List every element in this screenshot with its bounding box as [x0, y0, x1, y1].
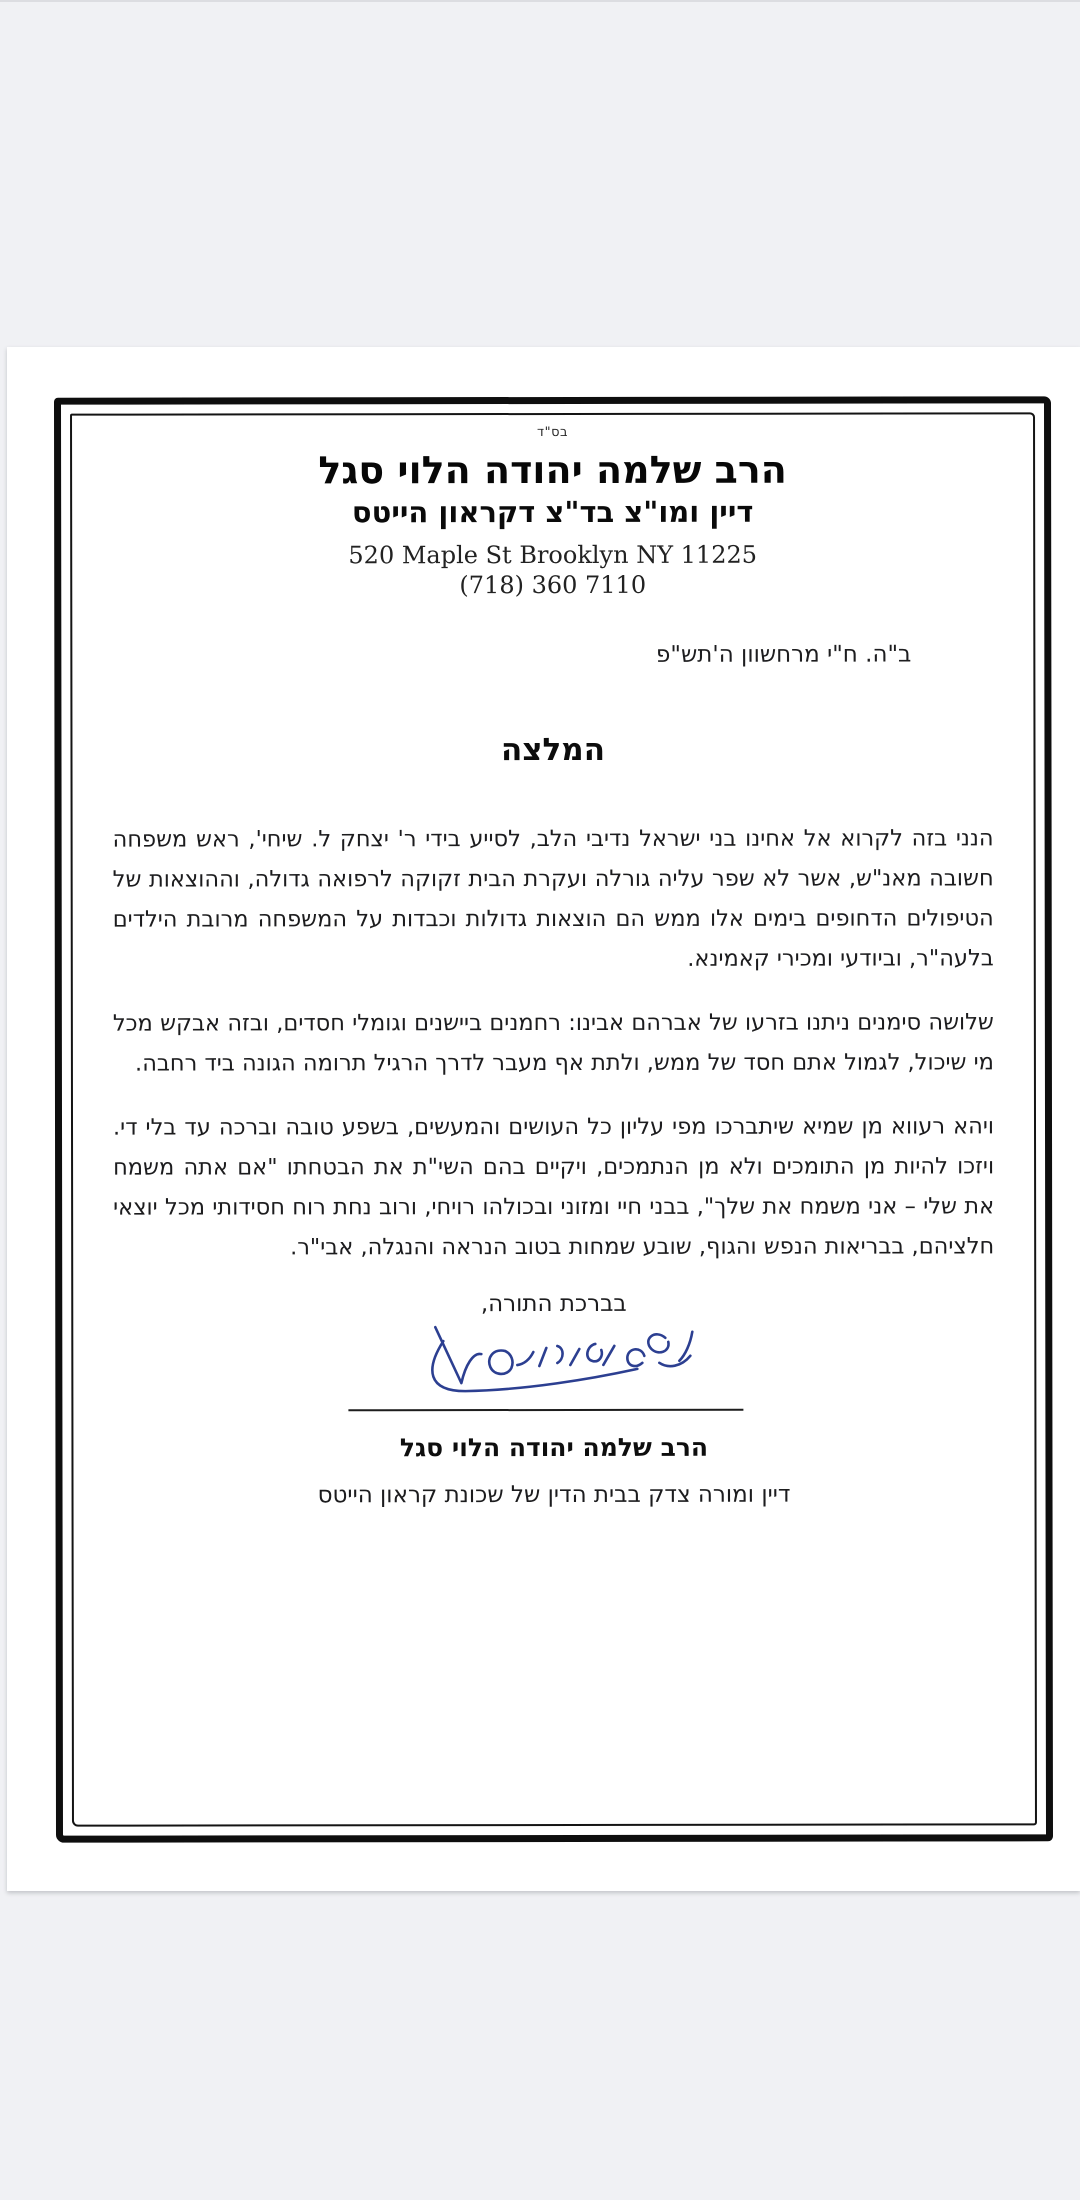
signature-line: [348, 1409, 743, 1412]
letter-heading: המלצה: [500, 731, 606, 769]
bsd-inscription: בס"ד: [537, 424, 569, 441]
paragraph-3: ויהא רעווא מן שמיא שיתברכו מפי עליון כל העושים והמעשים, בשפע טובה וברכה עד בלי די. ויזכו להיות מן התומכים ולא מן הנתמכים, ויקיים בהם השי"ת את הבטחתו "אם אתה משמח את שלי – אני משמח את שלך", בבני חיי ומזוני ובכולהו רויחי, ורוב נחת רוח חסידותי מכל יוצאי חלציהם, בבריאות הנפש והגוף, שובע שמחות בטוב הנראה והנגלה, אבי"ר.: [112, 1113, 995, 1261]
signature-area: [103, 1318, 1004, 1405]
signatory-role: דיין ומורה צדק בבית הדין של שכונת קראון הייטס: [317, 1481, 791, 1509]
hebrew-date-line: ב"ה. ח"י מרחשוון ה'תש"פ: [656, 641, 912, 668]
letter-content: [72, 414, 1035, 1824]
signatory-name: הרב שלמה יהודה הלוי סגל: [399, 1432, 709, 1463]
paragraph-1: הנני בזה לקרוא אל אחינו בני ישראל נדיבי הלב, לסייע בידי ר' יצחק ל. שיחי', ראש משפחה חשובה מאנ"ש, אשר לא שפר עליה גורלה ועקרת הבית זקוקה לרפואה גדולה, וההוצאות של הטיפולים הדחופים בימים אלו ממש הם הוצאות גדולות וכבדות על המשפחה מרובת הילדים בלעה"ר, וביודעי ומכירי קאמינא.: [112, 825, 994, 972]
decorative-outer-border: [54, 396, 1053, 1842]
closing-salutation: בברכת התורה,: [480, 1290, 627, 1318]
letterhead-rabbi-name: הרב שלמה יהודה הלוי סגל: [318, 447, 787, 493]
letterhead-rabbi-title: דיין ומו"צ בד"צ דקראון הייטס: [351, 494, 754, 530]
letterhead-phone: (718) 360 7110: [459, 570, 647, 600]
letter-body: [103, 818, 1005, 1267]
paragraph-2: שלושה סימנים ניתנו בזרעו של אברהם אבינו: רחמנים ביישנים וגומלי חסדים, ובזה אבקש מכל מי שיכול, לגמול אתם חסד של ממש, ולתת אף מעבר לדרך הרגיל תרומה הגונה ביד רחבה.: [112, 1009, 994, 1077]
document-viewer: [0, 2, 1080, 2200]
decorative-inner-border: [70, 412, 1037, 1826]
signature-ink: [399, 1319, 709, 1405]
letter-page: [7, 347, 1080, 1891]
letterhead-address: 520 Maple St Brooklyn NY 11225: [348, 540, 758, 570]
